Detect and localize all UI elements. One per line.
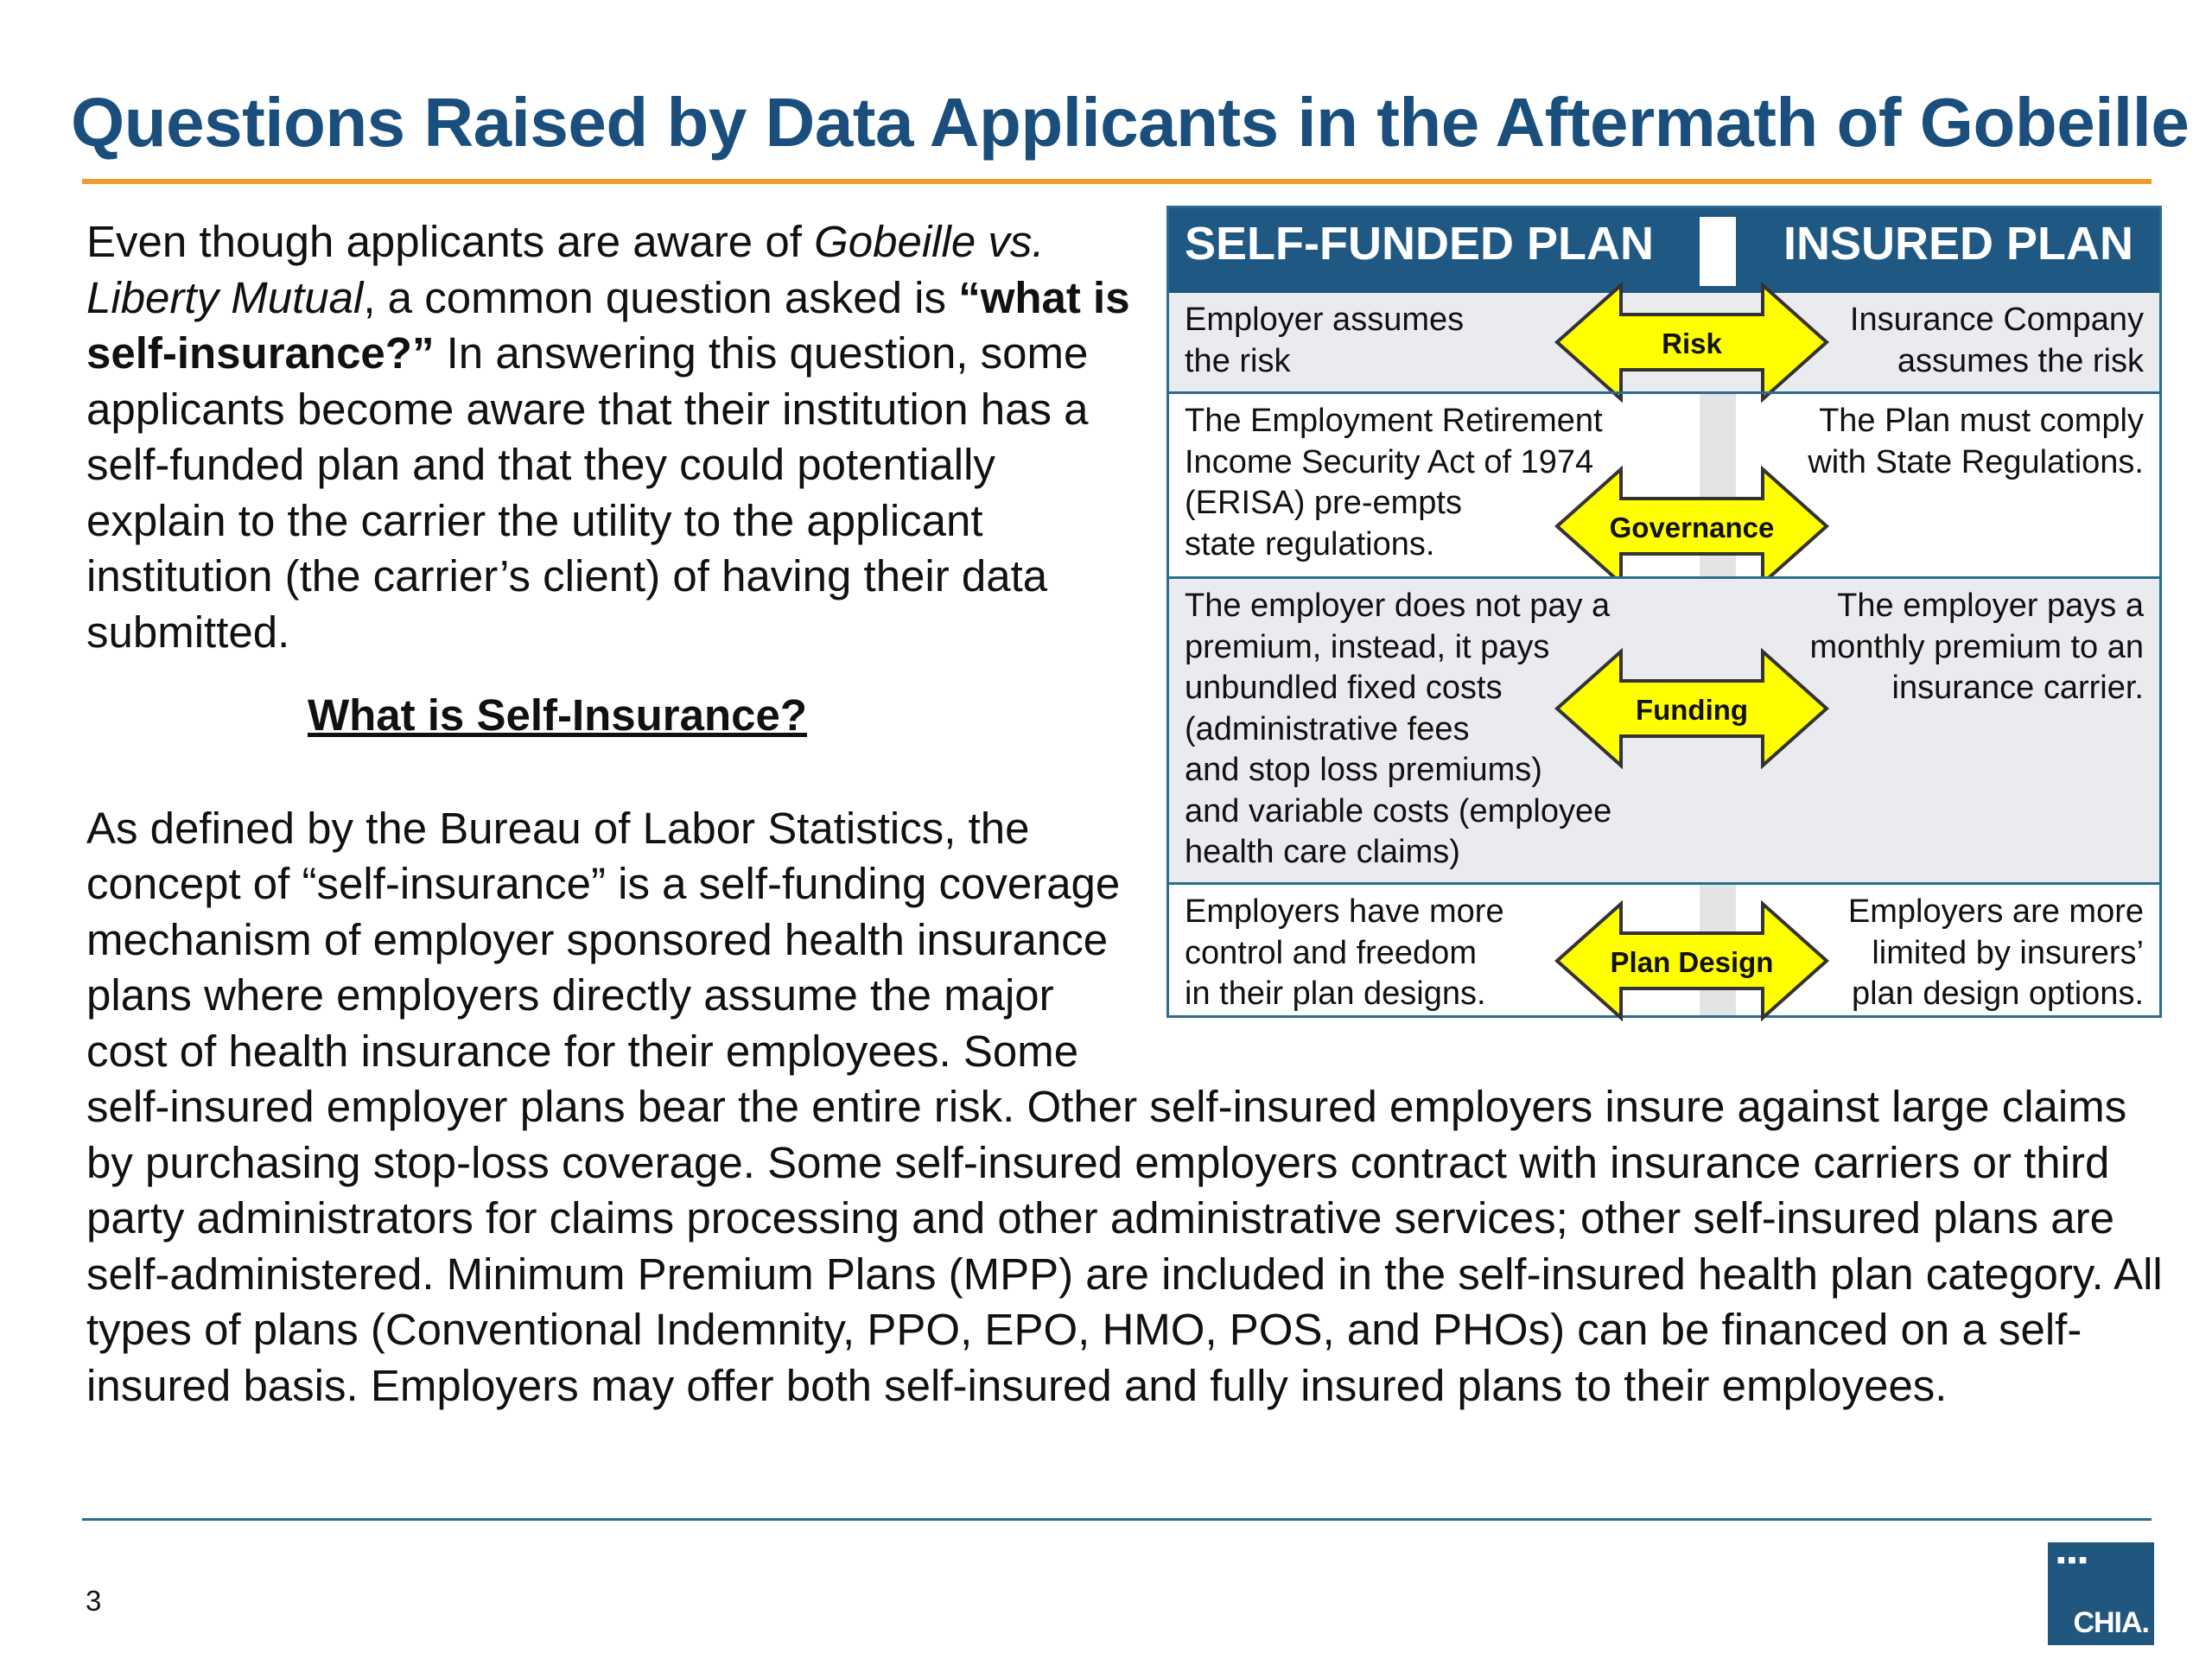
cell-line: Income Security Act of 1974 <box>1185 443 1594 480</box>
self-funded-cell <box>1185 892 1504 1015</box>
cell-line: The Employment Retirement <box>1185 403 1603 439</box>
chia-logo <box>2048 1542 2154 1645</box>
cell-line: control and freedom <box>1185 934 1477 971</box>
double-arrow-icon <box>1554 900 1830 1021</box>
logo-text: CHIA. <box>2073 1606 2149 1639</box>
insured-cell <box>1808 401 2144 483</box>
arrow-label: Risk <box>1662 327 1722 359</box>
cell-line: Insurance Company <box>1849 302 2144 338</box>
cell-line: The employer does not pay a <box>1185 588 1611 624</box>
header-divider <box>1700 217 1736 286</box>
intro-text-1: Even though applicants are aware of <box>86 217 815 266</box>
subheading: What is Self-Insurance? <box>307 690 808 740</box>
footer-divider <box>82 1518 2152 1521</box>
cell-line: the risk <box>1185 342 1291 379</box>
self-funded-cell <box>1185 401 1603 565</box>
cell-line: Employer assumes <box>1185 302 1465 338</box>
arrow-label: Governance <box>1609 512 1775 543</box>
cell-line: health care claims) <box>1185 834 1460 870</box>
insured-plan-header: INSURED PLAN <box>1783 218 2133 270</box>
cell-line: Employers have more <box>1185 893 1504 930</box>
arrow-label: Funding <box>1635 694 1749 726</box>
comparison-row <box>1169 882 2159 1018</box>
arrow-label: Plan Design <box>1610 946 1774 978</box>
cell-line: plan design options. <box>1851 976 2144 1012</box>
cell-line: premium, instead, it pays <box>1185 628 1550 665</box>
cell-line: with State Regulations. <box>1808 443 2144 480</box>
cell-line: (administrative fees <box>1185 710 1470 747</box>
double-arrow-icon <box>1554 282 1830 403</box>
cell-line: limited by insurers’ <box>1872 934 2144 971</box>
cell-line: monthly premium to an <box>1809 628 2144 665</box>
double-arrow-icon <box>1554 648 1830 769</box>
intro-question: “what is self-insurance?” <box>86 272 1130 378</box>
self-funded-cell <box>1185 586 1611 874</box>
cell-line: The employer pays a <box>1837 588 2144 624</box>
comparison-row <box>1169 576 2159 882</box>
insured-cell <box>1850 300 2144 382</box>
comparison-row <box>1169 391 2159 576</box>
case-name: Gobeille vs. Liberty Mutual <box>86 217 1045 322</box>
insured-cell <box>1848 892 2144 1015</box>
self-funded-plan-header: SELF-FUNDED PLAN <box>1185 218 1654 270</box>
cell-line: and variable costs (employee <box>1185 792 1612 830</box>
cell-line: Employers are more <box>1847 893 2144 930</box>
cell-line: assumes the risk <box>1897 342 2144 379</box>
cell-line: unbundled fixed costs <box>1185 670 1503 706</box>
comparison-row <box>1169 293 2159 391</box>
cell-line: in their plan designs. <box>1185 976 1486 1012</box>
table-header <box>1169 208 2159 293</box>
cell-line: insurance carrier. <box>1891 670 2144 706</box>
cell-line: and stop loss premiums) <box>1185 752 1542 788</box>
self-funded-cell <box>1185 300 1464 382</box>
cell-line: state regulations. <box>1185 525 1435 563</box>
cell-line: (ERISA) pre-empts <box>1185 485 1462 521</box>
double-arrow-icon <box>1554 466 1830 587</box>
intro-text-3: In answering this question, some applicants become aware that their institution has a self-funded plan and that they could potentially explain to the carrier the utility to the applicant institution (the carrier’s client) of having their data submitted. <box>86 328 1089 657</box>
definition-paragraph: As defined by the Bureau of Labor Statistics, the concept of “self-insurance” is a self-funding coverage mechanism of employer sponsored health insurance plans where employers directly assume the major cost of health insurance for their employees. Some self-insured employer plans bear the entire risk. Other self-insured employers insure against large claims by purchasing stop-loss coverage. Some self-insured employers contract with insurance carriers or third party administrators for claims processing and other administrative services; other self-insured plans are self-administered. Minimum Premium Plans (MPP) are included in the self-insured health plan category. All types of plans (Conventional Indemnity, PPO, EPO, HMO, POS, and PHOs) can be financed on a self-insured basis. Employers may offer both self-insured and fully insured plans to their employees. <box>86 803 2163 1410</box>
title-underline-divider <box>82 179 2152 184</box>
logo-dots-icon: ▪▪▪ <box>2056 1546 2089 1574</box>
intro-text-2: , a common question asked is <box>363 272 959 322</box>
slide-title: Questions Raised by Data Applicants in the Aftermath of Gobeille <box>71 84 2190 161</box>
cell-line: The Plan must comply <box>1819 403 2144 439</box>
page-number: 3 <box>86 1585 102 1617</box>
insured-cell <box>1810 586 2145 709</box>
comparison-table <box>1166 206 2162 1018</box>
